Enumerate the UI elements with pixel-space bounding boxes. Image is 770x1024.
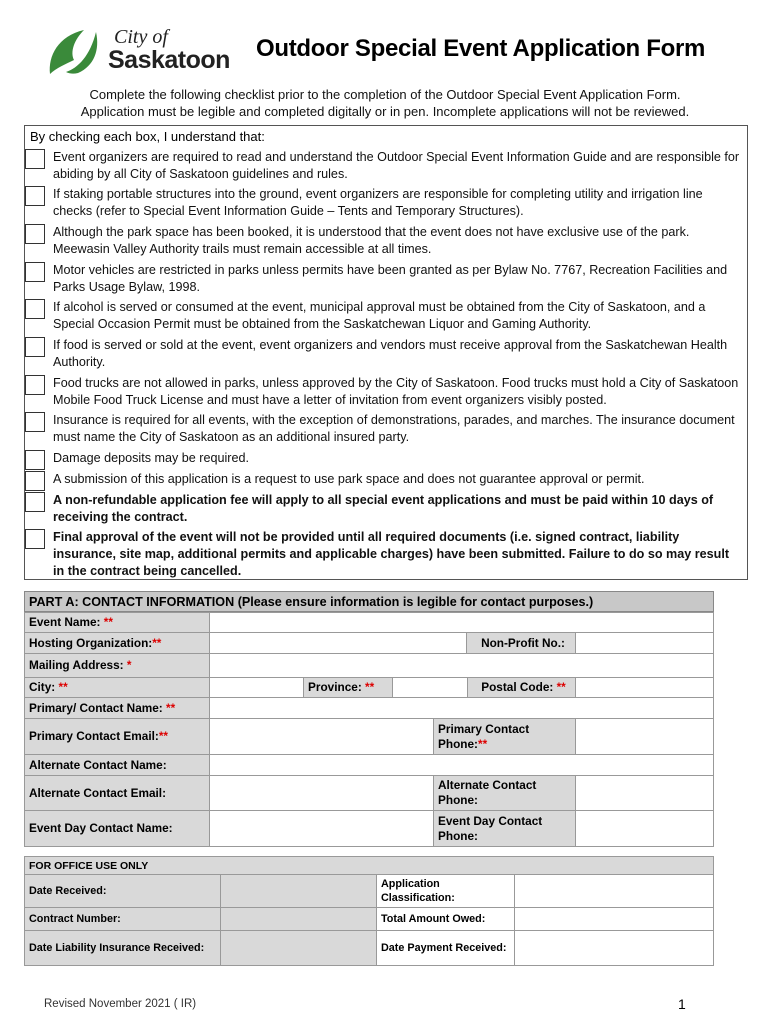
- mailing-address-label: Mailing Address: *: [24, 653, 210, 678]
- page-number: 1: [678, 996, 686, 1012]
- non-profit-label: Non-Profit No.:: [466, 632, 576, 654]
- checkbox[interactable]: [25, 262, 45, 282]
- required-mark: **: [477, 736, 488, 751]
- checklist-item-text: Although the park space has been booked, it is understood that the event does not have exclusive use of the park. Meewasin Valley Authority trails must remain accessible at all times.: [53, 225, 690, 256]
- required-mark: **: [556, 680, 566, 694]
- checkbox[interactable]: [25, 412, 45, 432]
- province-input[interactable]: [392, 677, 468, 698]
- checklist-item-text: Final approval of the event will not be provided until all required documents (i.e. signed contract, liability insurance, site map, additional permits and applicable charges) have been submitted. Failure to do so may result in the contract being cancelled.: [53, 530, 730, 578]
- primary-contact-name-label: Primary/ Contact Name: **: [24, 697, 210, 719]
- intro-text: [30, 86, 740, 120]
- checkbox[interactable]: [25, 337, 45, 357]
- intro-line-2: Application must be legible and completed digitally or in pen. Incomplete applications will not be reviewed.: [80, 104, 690, 119]
- postal-code-label: Postal Code: **: [467, 677, 576, 698]
- alternate-contact-email-input[interactable]: [209, 775, 434, 811]
- application-classification-input[interactable]: [514, 874, 714, 908]
- primary-contact-name-input[interactable]: [209, 697, 714, 719]
- event-day-contact-phone-input[interactable]: [575, 810, 714, 847]
- date-liability-insurance-label: Date Liability Insurance Received:: [24, 930, 221, 966]
- checkbox[interactable]: [25, 375, 45, 395]
- checklist-intro: By checking each box, I understand that:: [30, 129, 265, 144]
- checkbox[interactable]: [25, 299, 45, 319]
- postal-code-input[interactable]: [575, 677, 714, 698]
- checklist-item-text: Damage deposits may be required.: [53, 451, 250, 465]
- event-day-contact-name-input[interactable]: [209, 810, 434, 847]
- event-day-contact-phone-label: Event Day Contact Phone:: [433, 810, 576, 847]
- required-mark: **: [103, 615, 113, 629]
- required-mark: **: [152, 635, 162, 650]
- contract-number-label: Contract Number:: [24, 907, 221, 931]
- checklist-item-text: A submission of this application is a request to use park space and does not guarantee approval or permit.: [53, 472, 645, 486]
- hosting-organization-label: Hosting Organization: **: [24, 632, 210, 654]
- alternate-contact-phone-input[interactable]: [575, 775, 714, 811]
- intro-line-1: Complete the following checklist prior to the completion of the Outdoor Special Event Application Form.: [89, 87, 681, 102]
- primary-contact-phone-label: Primary Contact Phone:**: [433, 718, 576, 755]
- total-amount-owed-input[interactable]: [514, 907, 714, 931]
- page-title: Outdoor Special Event Application Form: [256, 35, 706, 62]
- checkbox[interactable]: [25, 224, 45, 244]
- checklist-item-text: If alcohol is served or consumed at the event, municipal approval must be obtained from the City of Saskatoon, and a Special Occasion Permit must be obtained from the Saskatchewan Liquor and Gaming Authority.: [53, 300, 706, 331]
- checkbox[interactable]: [25, 149, 45, 169]
- primary-contact-phone-input[interactable]: [575, 718, 714, 755]
- required-mark: **: [166, 700, 176, 715]
- revision-note: Revised November 2021 ( IR): [44, 998, 197, 1010]
- city-logo: [44, 26, 244, 78]
- date-liability-insurance-input[interactable]: [220, 930, 377, 966]
- city-input[interactable]: [209, 677, 304, 698]
- checkbox[interactable]: [25, 471, 45, 491]
- checklist-item-text: If staking portable structures into the ground, event organizers are responsible for completing utility and irrigation line checks (refer to Special Event Information Guide – Tents and Temporary Structures).: [53, 187, 703, 218]
- contract-number-input[interactable]: [220, 907, 377, 931]
- logo-city-text: City of: [114, 26, 168, 48]
- required-mark: *: [126, 658, 132, 672]
- primary-contact-email-label: Primary Contact Email: **: [24, 718, 210, 755]
- required-mark: **: [58, 680, 68, 694]
- date-received-input[interactable]: [220, 874, 377, 908]
- mailing-address-input[interactable]: [209, 653, 714, 678]
- non-profit-input[interactable]: [575, 632, 714, 654]
- alternate-contact-name-label: Alternate Contact Name:: [24, 754, 210, 776]
- date-payment-received-input[interactable]: [514, 930, 714, 966]
- required-mark: **: [158, 729, 168, 743]
- office-use-heading: FOR OFFICE USE ONLY: [24, 856, 714, 875]
- hosting-organization-input[interactable]: [209, 632, 467, 654]
- checklist-item-text: Food trucks are not allowed in parks, unless approved by the City of Saskatoon. Food trucks must hold a City of Saskatoon Mobile Food Truck License and must have a letter of invitation from event organizers visibly posted.: [53, 376, 739, 407]
- city-logo-icon: [44, 26, 102, 76]
- alternate-contact-name-input[interactable]: [209, 754, 714, 776]
- primary-contact-email-input[interactable]: [209, 718, 434, 755]
- checkbox[interactable]: [25, 529, 45, 549]
- event-day-contact-name-label: Event Day Contact Name:: [24, 810, 210, 847]
- checklist-item-text: Motor vehicles are restricted in parks unless permits have been granted as per Bylaw No. 7767, Recreation Facilities and Parks Usage Bylaw, 1998.: [53, 263, 728, 294]
- date-payment-received-label: Date Payment Received:: [376, 930, 515, 966]
- event-name-label: Event Name: **: [24, 612, 210, 633]
- required-mark: **: [365, 680, 375, 694]
- date-received-label: Date Received:: [24, 874, 221, 908]
- checklist-item-text: Event organizers are required to read and understand the Outdoor Special Event Information Guide and are responsible for abiding by all City of Saskatoon guidelines and rules.: [53, 150, 740, 181]
- checklist: [24, 125, 748, 580]
- checklist-item-text: Insurance is required for all events, with the exception of demonstrations, parades, and marches. The insurance document must name the City of Saskatoon as an additional insured party.: [53, 413, 735, 444]
- part-a-heading: PART A: CONTACT INFORMATION (Please ensure information is legible for contact purposes.): [24, 591, 714, 612]
- logo-name-text: Saskatoon: [108, 46, 230, 74]
- alternate-contact-email-label: Alternate Contact Email:: [24, 775, 210, 811]
- checkbox[interactable]: [25, 186, 45, 206]
- checkbox[interactable]: [25, 492, 45, 512]
- checklist-item-text: If food is served or sold at the event, event organizers and vendors must receive approval from the Saskatchewan Health Authority.: [53, 338, 728, 369]
- alternate-contact-phone-label: Alternate Contact Phone:: [433, 775, 576, 811]
- total-amount-owed-label: Total Amount Owed:: [376, 907, 515, 931]
- checklist-item-text: A non-refundable application fee will apply to all special event applications and must be paid within 10 days of receiving the contract.: [53, 493, 714, 524]
- checkbox[interactable]: [25, 450, 45, 470]
- city-label: City: **: [24, 677, 210, 698]
- event-name-input[interactable]: [209, 612, 714, 633]
- application-classification-label: Application Classification:: [376, 874, 515, 908]
- province-label: Province: **: [303, 677, 393, 698]
